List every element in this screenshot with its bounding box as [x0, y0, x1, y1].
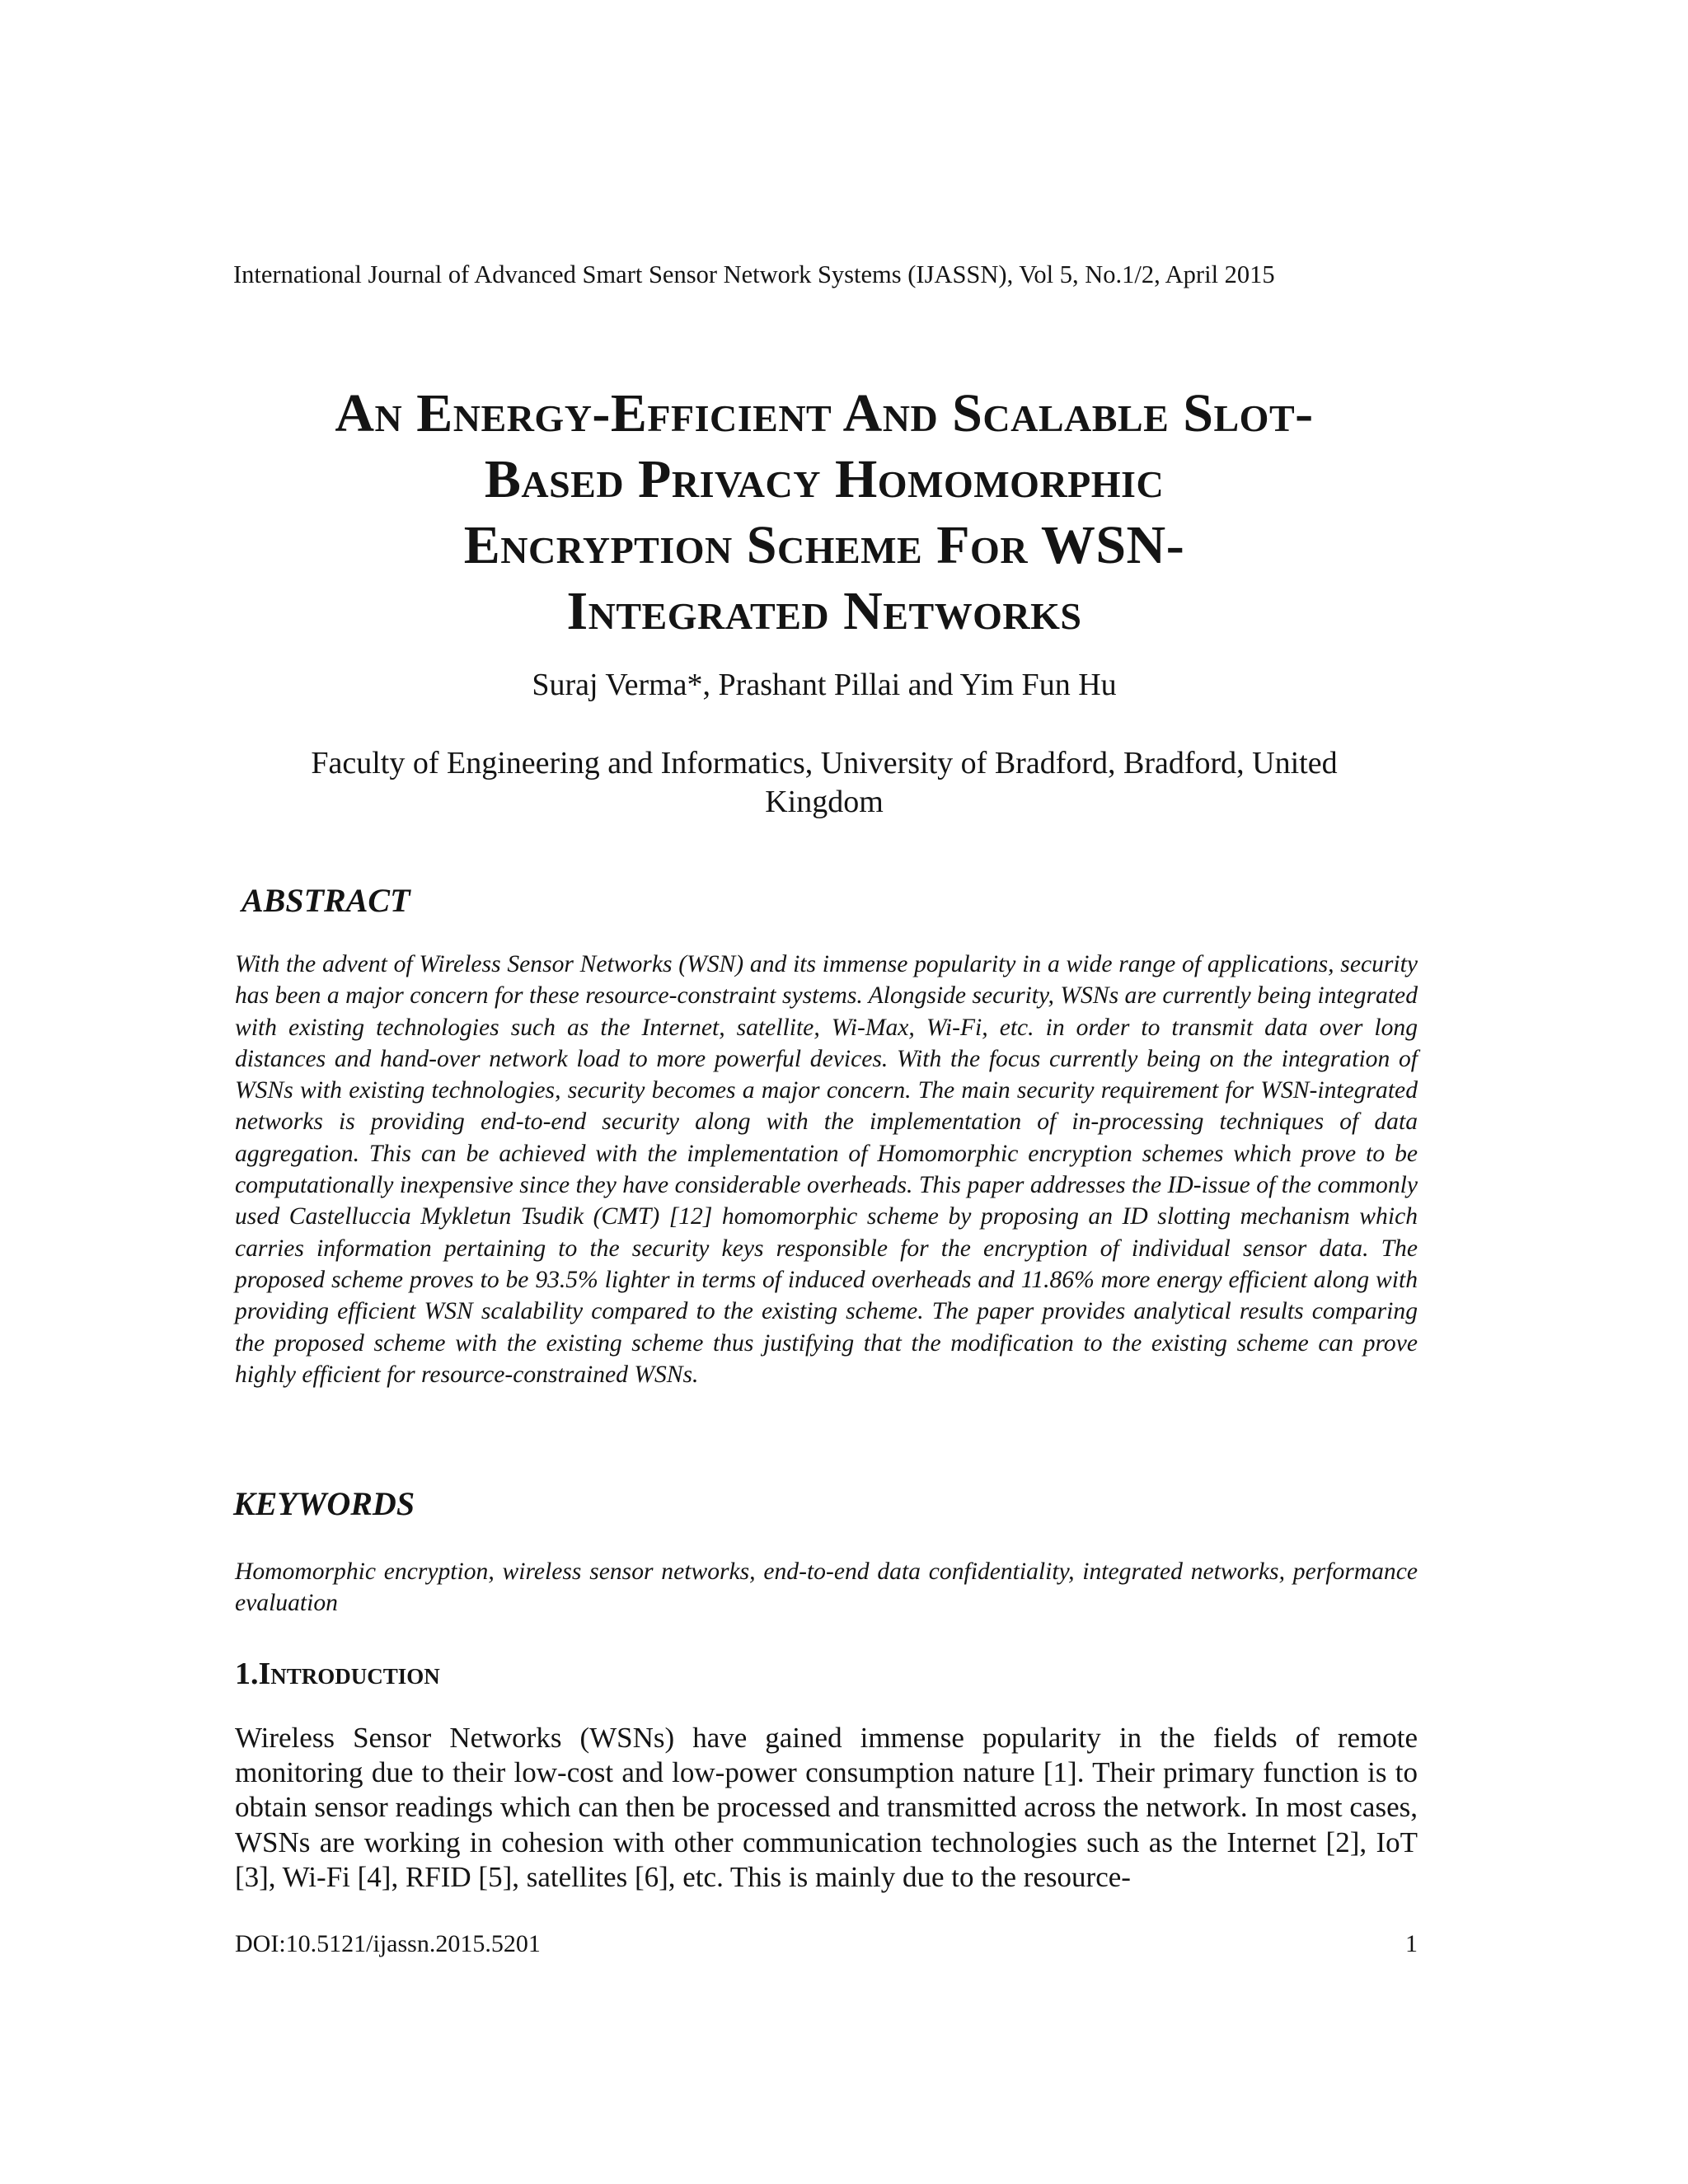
- keywords-text: Homomorphic encryption, wireless sensor networks, end-to-end data confidentiality, integrated networks, performance evaluation: [235, 1558, 1418, 1617]
- title-line: An Energy-Efficient And Scalable Slot-: [335, 383, 1314, 443]
- title-line: Encryption Scheme For WSN-: [463, 515, 1185, 575]
- author-affiliation: Faculty of Engineering and Informatics, University of Bradford, Bradford, United Kingdom: [311, 746, 1338, 819]
- title-line: Based Privacy Homomorphic: [484, 449, 1165, 509]
- doi-footer: DOI:10.5121/ijassn.2015.5201: [235, 1930, 541, 1957]
- abstract-heading: ABSTRACT: [241, 882, 410, 919]
- author-list: Suraj Verma*, Prashant Pillai and Yim Fun Hu: [532, 668, 1117, 702]
- journal-running-header: International Journal of Advanced Smart Sensor Network Systems (IJASSN), Vol 5, No.1/2, April 2015: [233, 260, 1275, 288]
- introduction-text: Wireless Sensor Networks (WSNs) have gained immense popularity in the fields of remote monitoring due to their low-cost and low-power consumption nature [1]. Their primary function is to obtain sensor readings which can then be processed and transmitted across the network. In most cases, WSNs are working in cohesion with other communication technologies such as the Internet [2], IoT [3], Wi-Fi [4], RFID [5], satellites [6], etc. This is mainly due to the resource-: [235, 1722, 1418, 1893]
- title-line: Integrated Networks: [566, 581, 1082, 641]
- page-number: 1: [1405, 1930, 1418, 1957]
- abstract-text: With the advent of Wireless Sensor Networks (WSN) and its immense popularity in a wide range of applications, security has been a major concern for these resource-constraint systems. Alongside security, WSNs are currently being integrated with existing technologies such as the Internet, satellite, Wi-Max, Wi-Fi, etc. in order to transmit data over long distances and hand-over network load to more powerful devices. With the focus currently being on the integration of WSNs with existing technologies, security becomes a major concern. The main security requirement for WSN-integrated networks is providing end-to-end security along with the implementation of in-processing techniques of data aggregation. This can be achieved with the implementation of Homomorphic encryption schemes which prove to be computationally inexpensive since they have considerable overheads. This paper addresses the ID-issue of the commonly used Castelluccia Mykletun Tsudik (CMT) [12] homomorphic scheme by proposing an ID slotting mechanism which carries information pertaining to the security keys responsible for the encryption of individual sensor data. The proposed scheme proves to be 93.5% lighter in terms of induced overheads and 11.86% more energy efficient along with providing efficient WSN scalability compared to the existing scheme. The paper provides analytical results comparing the proposed scheme with the existing scheme thus justifying that the modification to the existing scheme can prove highly efficient for resource-constrained WSNs.: [235, 951, 1418, 1388]
- paper-title: [206, 381, 1442, 644]
- introduction-heading: 1.Introduction: [235, 1657, 440, 1691]
- keywords-heading: KEYWORDS: [233, 1485, 415, 1522]
